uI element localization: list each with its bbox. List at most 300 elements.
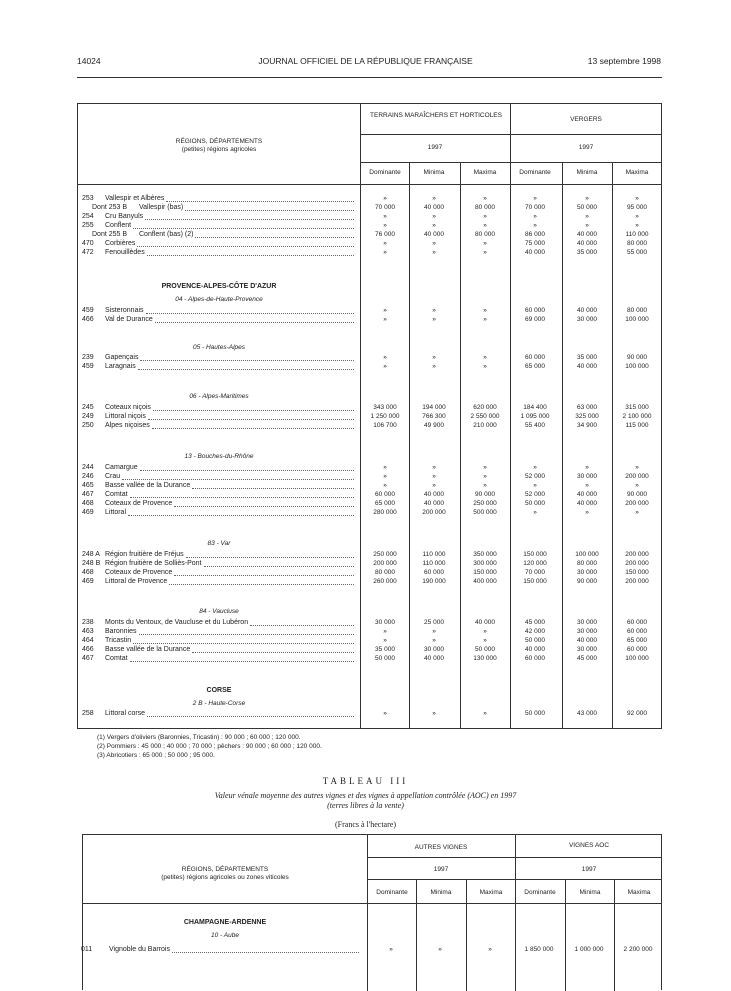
- dot-leader: [186, 557, 354, 558]
- cell: 90 000: [627, 491, 647, 498]
- dot-leader: [185, 210, 354, 211]
- cell: »: [483, 637, 487, 644]
- cell: 43 000: [577, 710, 597, 717]
- cell: »: [383, 354, 387, 361]
- cell: »: [483, 628, 487, 635]
- header-divider: [367, 857, 662, 858]
- cell: 315 000: [625, 404, 649, 411]
- row-code: 244: [82, 464, 94, 471]
- cell: 50 000: [375, 655, 395, 662]
- cell: 60 000: [627, 628, 647, 635]
- table-row: [78, 412, 661, 421]
- col-region-title: RÉGIONS, DÉPARTEMENTS: [181, 866, 269, 873]
- row-label: Gapençais: [105, 354, 139, 361]
- cell: 55 000: [627, 249, 647, 256]
- cell: »: [488, 946, 492, 953]
- group-autres-vignes: AUTRES VIGNES: [414, 844, 468, 851]
- cell: 80 000: [577, 560, 597, 567]
- cell: 76 000: [375, 231, 395, 238]
- cell: »: [383, 307, 387, 314]
- dot-leader: [139, 634, 354, 635]
- table-row: [78, 194, 661, 203]
- col-header: Dominante: [524, 889, 556, 896]
- cell: 200 000: [625, 560, 649, 567]
- row-label: Littoral corse: [105, 710, 146, 717]
- cell: »: [383, 637, 387, 644]
- cell: 200 000: [625, 500, 649, 507]
- cell: »: [533, 482, 537, 489]
- cell: »: [383, 249, 387, 256]
- row-code: 255: [82, 222, 94, 229]
- row-code: 468: [82, 569, 94, 576]
- cell: 350 000: [473, 551, 497, 558]
- cell: 25 000: [424, 619, 444, 626]
- table-row: [78, 362, 661, 371]
- row-label: Littoral de Provence: [105, 578, 168, 585]
- cell: 40 000: [577, 637, 597, 644]
- dot-leader: [133, 643, 354, 644]
- row-code: 248 A: [82, 551, 100, 558]
- row-label: Conflent (bas) (2): [139, 231, 194, 238]
- cell: »: [635, 195, 639, 202]
- cell: 80 000: [627, 240, 647, 247]
- dot-leader: [195, 237, 354, 238]
- cell: 620 000: [473, 404, 497, 411]
- row-label: Laragnais: [105, 363, 136, 370]
- cell: »: [432, 464, 436, 471]
- row-code: 464: [82, 637, 94, 644]
- cell: »: [432, 637, 436, 644]
- cell: 80 000: [627, 307, 647, 314]
- cell: 90 000: [577, 578, 597, 585]
- col-header: Maxima: [625, 169, 649, 176]
- cell: »: [585, 464, 589, 471]
- cell: »: [432, 249, 436, 256]
- table-row: [78, 645, 661, 654]
- dot-leader: [130, 497, 354, 498]
- table-row: [78, 654, 661, 663]
- cell: 50 000: [525, 637, 545, 644]
- cell: »: [483, 316, 487, 323]
- cell: 45 000: [525, 619, 545, 626]
- row-code: 250: [82, 422, 94, 429]
- cell: 110 000: [422, 560, 446, 567]
- row-code: 470: [82, 240, 94, 247]
- header-divider: [360, 134, 662, 135]
- cell: »: [585, 213, 589, 220]
- row-code: 245: [82, 404, 94, 411]
- cell: 45 000: [577, 655, 597, 662]
- cell: 1 000 000: [574, 946, 604, 953]
- dot-leader: [133, 228, 354, 229]
- cell: 343 000: [373, 404, 397, 411]
- cell: »: [585, 222, 589, 229]
- group-vergers: VERGERS: [570, 116, 602, 123]
- table-row: [78, 315, 661, 324]
- cell: 100 000: [575, 551, 599, 558]
- dot-leader: [138, 369, 354, 370]
- page-number: 14024: [77, 56, 101, 66]
- note-3: (3) Abricotiers : 65 000 ; 50 000 ; 95 000.: [97, 752, 215, 759]
- row-code: 238: [82, 619, 94, 626]
- dot-leader: [166, 201, 354, 202]
- row-label: Vallespir et Albères: [105, 195, 165, 202]
- cell: »: [635, 213, 639, 220]
- row-label: Vallespir (bas): [139, 204, 184, 211]
- cell: 1 095 000: [520, 413, 550, 420]
- cell: »: [585, 509, 589, 516]
- header-divider: [360, 162, 662, 163]
- dot-leader: [146, 313, 354, 314]
- cell: »: [585, 195, 589, 202]
- cell: 30 000: [375, 619, 395, 626]
- row-code: 468: [82, 500, 94, 507]
- table-row: [78, 577, 661, 586]
- col-region-subtitle: (petites) régions agricoles: [181, 146, 257, 153]
- dot-leader: [130, 661, 354, 662]
- table-row: [78, 481, 661, 490]
- col-divider: [515, 835, 516, 991]
- cell: »: [483, 222, 487, 229]
- cell: 65 000: [627, 637, 647, 644]
- dot-leader: [122, 479, 354, 480]
- cell: 110 000: [625, 231, 649, 238]
- cell: 80 000: [375, 569, 395, 576]
- cell: 2 550 000: [470, 413, 500, 420]
- row-code: 239: [82, 354, 94, 361]
- header-bottom-rule: [83, 903, 662, 904]
- cell: 50 000: [525, 710, 545, 717]
- row-label: Corbières: [105, 240, 136, 247]
- cell: 200 000: [625, 551, 649, 558]
- department-heading: 06 - Alpes-Maritimes: [189, 393, 249, 400]
- cell: »: [432, 222, 436, 229]
- table-row: [78, 508, 661, 517]
- cell: »: [483, 195, 487, 202]
- section-champagne: CHAMPAGNE-ARDENNE: [183, 919, 267, 926]
- table-terrains-vergers: [77, 103, 662, 729]
- department-heading: 83 - Var: [207, 540, 231, 547]
- cell: 40 000: [577, 307, 597, 314]
- cell: 150 000: [625, 569, 649, 576]
- cell: 40 000: [577, 363, 597, 370]
- cell: »: [533, 195, 537, 202]
- cell: »: [389, 946, 393, 953]
- row-label: Monts du Ventoux, de Vaucluse et du Lubéron: [105, 619, 249, 626]
- row-code: 469: [82, 509, 94, 516]
- cell: »: [383, 482, 387, 489]
- row-label: Basse vallée de la Durance: [105, 482, 191, 489]
- cell: »: [483, 710, 487, 717]
- cell: 115 000: [625, 422, 649, 429]
- table-row: [78, 568, 661, 577]
- col-header: Dominante: [369, 169, 401, 176]
- cell: 69 000: [525, 316, 545, 323]
- cell: 86 000: [525, 231, 545, 238]
- table-row: [78, 559, 661, 568]
- col-region-title: RÉGIONS, DÉPARTEMENTS: [175, 138, 263, 145]
- table-row: [78, 353, 661, 362]
- dot-leader: [152, 428, 354, 429]
- row-code: 467: [82, 491, 94, 498]
- cell: 200 000: [625, 578, 649, 585]
- department-heading: 84 - Vaucluse: [199, 608, 239, 615]
- row-code: 463: [82, 628, 94, 635]
- cell: »: [533, 213, 537, 220]
- dot-leader: [140, 360, 354, 361]
- row-label: Crau: [105, 473, 121, 480]
- cell: 30 000: [577, 646, 597, 653]
- cell: 60 000: [525, 307, 545, 314]
- cell: 70 000: [525, 569, 545, 576]
- department-heading: 04 - Alpes-de-Haute-Provence: [175, 296, 263, 303]
- cell: 40 000: [424, 655, 444, 662]
- note-1: (1) Vergers d'oliviers (Baronnies, Tricastin) : 90 000 ; 60 000 ; 120 000.: [97, 734, 301, 741]
- cell: »: [635, 482, 639, 489]
- row-label: Coteaux de Provence: [105, 500, 173, 507]
- row-label: Vignoble du Barrois: [109, 946, 170, 953]
- cell: 250 000: [373, 551, 397, 558]
- cell: 2 200 000: [623, 946, 653, 953]
- cell: »: [432, 354, 436, 361]
- cell: 184 400: [523, 404, 547, 411]
- cell: »: [432, 363, 436, 370]
- cell: 40 000: [577, 231, 597, 238]
- cell: »: [483, 464, 487, 471]
- table-row: [83, 945, 661, 954]
- table-row: [78, 618, 661, 627]
- row-code: 459: [82, 307, 94, 314]
- cell: 40 000: [577, 240, 597, 247]
- row-label: Basse vallée de la Durance: [105, 646, 191, 653]
- col-header: Dominante: [376, 889, 408, 896]
- cell: 110 000: [422, 551, 446, 558]
- cell: 95 000: [627, 204, 647, 211]
- dot-leader: [137, 246, 354, 247]
- cell: 1 850 000: [524, 946, 554, 953]
- cell: »: [432, 628, 436, 635]
- tableau-subtitle: Valeur vénale moyenne des autres vignes et des vignes à appellation contrôlée (AOC) en 1997: [214, 791, 517, 800]
- cell: 40 000: [424, 231, 444, 238]
- cell: 100 000: [625, 655, 649, 662]
- row-code: 246: [82, 473, 94, 480]
- cell: »: [383, 213, 387, 220]
- table-row: [78, 212, 661, 221]
- table-row: [78, 248, 661, 257]
- cell: 280 000: [373, 509, 397, 516]
- journal-title: JOURNAL OFFICIEL DE LA RÉPUBLIQUE FRANÇAISE: [258, 56, 473, 66]
- row-label: Comtat: [105, 491, 128, 498]
- col-header: Dominante: [519, 169, 551, 176]
- subsection-aube: 10 - Aube: [211, 932, 239, 939]
- cell: 100 000: [625, 363, 649, 370]
- cell: 40 000: [424, 491, 444, 498]
- cell: 30 000: [577, 316, 597, 323]
- dot-leader: [169, 584, 354, 585]
- cell: »: [432, 213, 436, 220]
- dot-leader: [250, 625, 354, 626]
- cell: »: [483, 363, 487, 370]
- cell: 150 000: [523, 551, 547, 558]
- cell: »: [383, 628, 387, 635]
- dot-leader: [128, 515, 354, 516]
- cell: »: [432, 240, 436, 247]
- table-vignes: [82, 834, 662, 990]
- table-row: [78, 203, 661, 212]
- cell: 70 000: [375, 204, 395, 211]
- dot-leader: [147, 716, 354, 717]
- cell: 55 400: [525, 422, 545, 429]
- cell: 106 700: [373, 422, 397, 429]
- cell: 200 000: [625, 473, 649, 480]
- row-code: 469: [82, 578, 94, 585]
- dot-leader: [155, 322, 354, 323]
- group-terrains: TERRAINS MARAÎCHERS ET HORTICOLES: [370, 112, 502, 119]
- row-code: 459: [82, 363, 94, 370]
- cell: 100 000: [625, 316, 649, 323]
- year-terrains: 1997: [427, 144, 443, 151]
- cell: 35 000: [577, 354, 597, 361]
- row-code: Dont 255 B: [92, 231, 128, 238]
- tableau-title: TABLEAU III: [322, 776, 409, 786]
- cell: »: [432, 195, 436, 202]
- cell: 90 000: [627, 354, 647, 361]
- row-code: 249: [82, 413, 94, 420]
- cell: »: [483, 473, 487, 480]
- cell: »: [383, 316, 387, 323]
- cell: 75 000: [525, 240, 545, 247]
- col-header: Minima: [423, 169, 445, 176]
- table-row: [78, 499, 661, 508]
- row-code: 253: [82, 195, 94, 202]
- cell: »: [533, 464, 537, 471]
- row-label: Comtat: [105, 655, 128, 662]
- table-row: [78, 550, 661, 559]
- row-label: Baronnies: [105, 628, 137, 635]
- header-rule: [77, 77, 662, 78]
- cell: 30 000: [577, 619, 597, 626]
- cell: »: [383, 222, 387, 229]
- cell: 65 000: [375, 500, 395, 507]
- cell: 250 000: [473, 500, 497, 507]
- cell: 40 000: [577, 491, 597, 498]
- table-row: [78, 306, 661, 315]
- cell: 60 000: [627, 619, 647, 626]
- row-code: Dont 253 B: [92, 204, 128, 211]
- department-heading: 05 - Hautes-Alpes: [192, 344, 246, 351]
- cell: »: [483, 249, 487, 256]
- cell: 325 000: [575, 413, 599, 420]
- col-header: Maxima: [479, 889, 503, 896]
- cell: 60 000: [424, 569, 444, 576]
- cell: 49 900: [424, 422, 444, 429]
- row-label: Cru Banyuls: [105, 213, 144, 220]
- row-code: 011: [81, 946, 93, 953]
- region-heading: CORSE: [206, 687, 232, 694]
- row-label: Fenouillèdes: [105, 249, 145, 256]
- cell: »: [533, 222, 537, 229]
- cell: 150 000: [523, 578, 547, 585]
- cell: »: [432, 473, 436, 480]
- cell: 60 000: [525, 655, 545, 662]
- cell: 80 000: [475, 231, 495, 238]
- cell: 35 000: [375, 646, 395, 653]
- cell: 52 000: [525, 473, 545, 480]
- cell: 40 000: [525, 249, 545, 256]
- cell: 190 000: [422, 578, 446, 585]
- cell: »: [635, 464, 639, 471]
- dot-leader: [153, 410, 354, 411]
- col-header: Minima: [579, 889, 601, 896]
- cell: 300 000: [473, 560, 497, 567]
- cell: 150 000: [473, 569, 497, 576]
- dot-leader: [204, 566, 354, 567]
- dot-leader: [192, 488, 354, 489]
- table-row: [78, 709, 661, 718]
- row-code: 248 B: [82, 560, 101, 567]
- row-code: 465: [82, 482, 94, 489]
- row-label: Littoral niçois: [105, 413, 146, 420]
- row-label: Camargue: [105, 464, 138, 471]
- cell: 30 000: [577, 628, 597, 635]
- cell: »: [635, 222, 639, 229]
- row-label: Conflent: [105, 222, 132, 229]
- cell: 35 000: [577, 249, 597, 256]
- header-bottom-rule: [78, 184, 662, 185]
- header-divider: [367, 879, 662, 880]
- cell: 200 000: [422, 509, 446, 516]
- row-label: Coteaux niçois: [105, 404, 151, 411]
- tableau-unit: (Francs à l'hectare): [335, 820, 396, 829]
- row-label: Val de Durance: [105, 316, 153, 323]
- cell: »: [432, 316, 436, 323]
- cell: »: [585, 482, 589, 489]
- cell: 30 000: [424, 646, 444, 653]
- cell: »: [483, 307, 487, 314]
- cell: 65 000: [525, 363, 545, 370]
- department-heading: 2 B - Haute-Corse: [192, 700, 246, 707]
- table-row: [78, 239, 661, 248]
- table-row: [78, 230, 661, 239]
- year-autres: 1997: [433, 866, 449, 873]
- cell: 1 250 000: [370, 413, 400, 420]
- cell: 92 000: [627, 710, 647, 717]
- cell: »: [438, 946, 442, 953]
- cell: »: [383, 240, 387, 247]
- cell: 50 000: [577, 204, 597, 211]
- col-header: Minima: [430, 889, 452, 896]
- year-aoc: 1997: [581, 866, 597, 873]
- cell: »: [383, 473, 387, 480]
- note-2: (2) Pommiers : 45 000 ; 40 000 ; 70 000 ; pêchers : 90 000 ; 60 000 ; 120 000.: [97, 743, 322, 750]
- cell: 63 000: [577, 404, 597, 411]
- table-row: [78, 636, 661, 645]
- row-label: Région fruitière de Solliès-Pont: [105, 560, 202, 567]
- row-code: 466: [82, 316, 94, 323]
- row-label: Région fruitière de Fréjus: [105, 551, 184, 558]
- dot-leader: [145, 219, 354, 220]
- cell: »: [432, 710, 436, 717]
- dot-leader: [148, 419, 354, 420]
- dot-leader: [174, 575, 354, 576]
- table-row: [78, 421, 661, 430]
- cell: 260 000: [373, 578, 397, 585]
- cell: 52 000: [525, 491, 545, 498]
- row-code: 466: [82, 646, 94, 653]
- cell: 500 000: [473, 509, 497, 516]
- cell: »: [432, 482, 436, 489]
- tableau-subtitle-2: (terres libres à la vente): [327, 801, 404, 810]
